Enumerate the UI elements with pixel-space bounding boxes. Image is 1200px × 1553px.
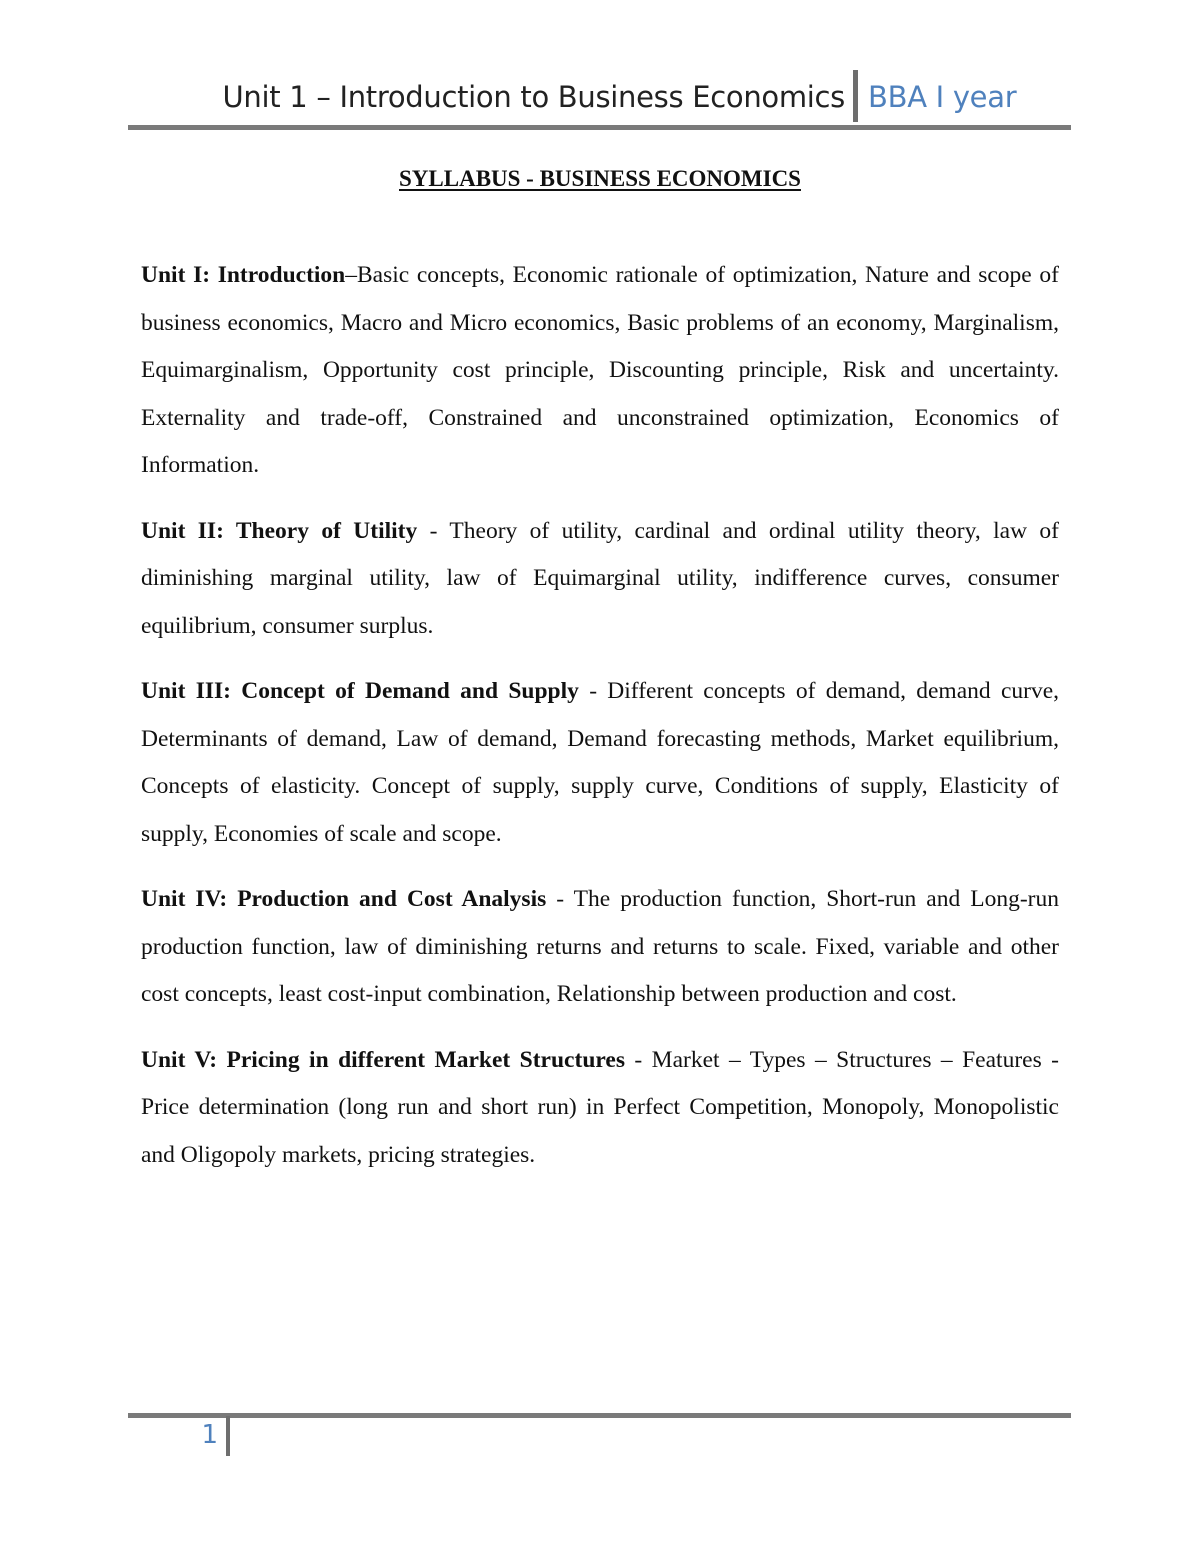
unit-1-heading: Unit I: Introduction bbox=[141, 262, 346, 288]
unit-1-paragraph bbox=[141, 252, 1059, 490]
header-divider bbox=[853, 70, 858, 122]
unit-3-body: - Different concepts of demand, demand curve, Determinants of demand, Law of demand, Demand forecasting methods, Market equilibrium, Concepts of elasticity. Concept of supply, supply curve, Conditions of supply, Elasticity of supply, Economies of scale and scope. bbox=[141, 678, 1060, 847]
unit-4-body: - The production function, Short-run and Long-run production function, law of diminishing returns and returns to scale. Fixed, variable and other cost concepts, least cost-input combination, Relationship between production and cost. bbox=[141, 886, 1059, 1007]
footer-rule bbox=[128, 1413, 1071, 1418]
unit-2-heading: Unit II: Theory of Utility bbox=[141, 517, 418, 544]
header-title: Unit 1 – Introduction to Business Economics bbox=[222, 80, 845, 114]
unit-4-heading: Unit IV: Production and Cost Analysis bbox=[141, 886, 547, 912]
footer-divider bbox=[226, 1416, 230, 1456]
unit-3-paragraph bbox=[141, 668, 1059, 858]
document-title: SYLLABUS - BUSINESS ECONOMICS bbox=[399, 166, 801, 191]
unit-2-body: - Theory of utility, cardinal and ordinal utility theory, law of diminishing marginal utility, law of Equimarginal utility, indifference curves, consumer equilibrium, consumer surplus. bbox=[141, 517, 1059, 639]
unit-5-body: - Market – Types – Structures – Features - Price determination (long run and short run) in Perfect Competition, Monopoly, Monopolistic and Oligopoly markets, pricing strategies. bbox=[141, 1046, 1059, 1168]
syllabus-content bbox=[141, 252, 1059, 1197]
header-rule bbox=[128, 125, 1071, 130]
unit-1-body: –Basic concepts, Economic rationale of optimization, Nature and scope of business economics, Macro and Micro economics, Basic problems of an economy, Marginalism, Equimarginalism, Opportunity cost principle, Discounting principle, Risk and uncertainty. Externality and trade-off, Constrained and unconstrained optimization, Economics of Information. bbox=[141, 262, 1059, 478]
unit-5-paragraph bbox=[141, 1037, 1059, 1180]
page-number: 1 bbox=[201, 1420, 218, 1450]
page-header bbox=[128, 76, 1071, 130]
unit-2-paragraph bbox=[141, 508, 1059, 651]
unit-4-paragraph bbox=[141, 876, 1059, 1019]
unit-3-heading: Unit III: Concept of Demand and Supply bbox=[141, 678, 579, 704]
unit-5-heading: Unit V: Pricing in different Market Structures bbox=[141, 1046, 625, 1073]
header-subtitle: BBA I year bbox=[868, 80, 1017, 114]
